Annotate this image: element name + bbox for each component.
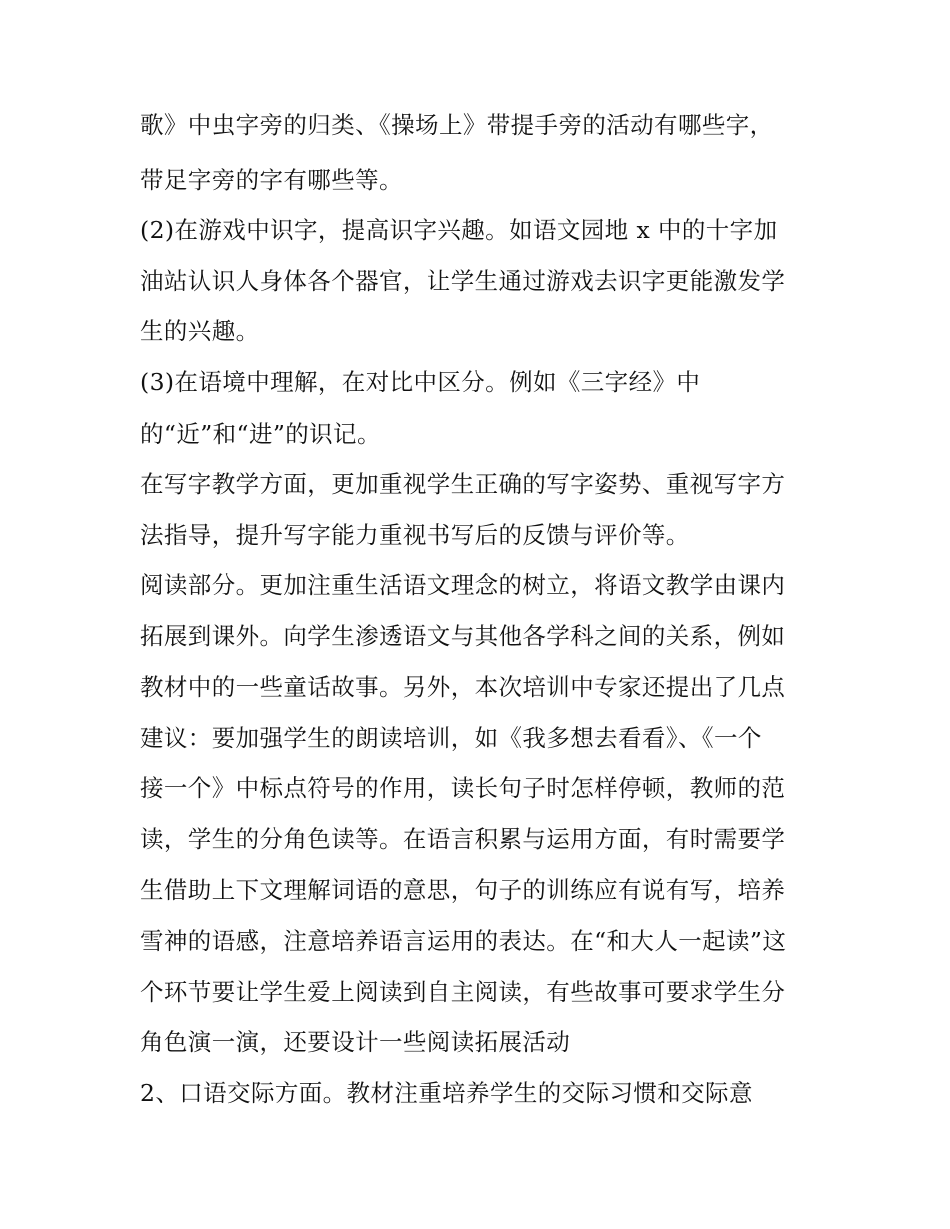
- text-line: 生的兴趣。: [140, 317, 260, 345]
- text-line: 建议：要加强学生的朗读培训，如《我多想去看看》、《一个: [140, 724, 762, 752]
- text-line: 读，学生的分角色读等。在语言积累与运用方面，有时需要学: [140, 825, 786, 853]
- text-line: (3)在语境中理解，在对比中区分。例如《三字经》中: [140, 368, 701, 396]
- text-line: 歌》中虫字旁的归类、《操场上》带提手旁的活动有哪些字，: [140, 111, 774, 139]
- text-line: 油站认识人身体各个器官，让学生通过游戏去识字更能激发学: [140, 267, 786, 295]
- text-line: 接一个》中标点符号的作用，读长句子时怎样停顿，教师的范: [140, 774, 786, 802]
- text-line: 教材中的一些童话故事。另外，本次培训中专家还提出了几点: [140, 673, 786, 701]
- text-line: 拓展到课外。向学生渗透语文与其他各学科之间的关系，例如: [140, 622, 786, 650]
- text-line: (2)在游戏中识字，提高识字兴趣。如语文园地 x 中的十字加: [140, 216, 778, 244]
- text-line: 带足字旁的字有哪些等。: [140, 166, 403, 194]
- text-line: 角色演一演，还要设计一些阅读拓展活动: [140, 1028, 571, 1056]
- text-line: 2、口语交际方面。教材注重培养学生的交际习惯和交际意: [140, 1079, 753, 1107]
- text-line: 法指导，提升写字能力重视书写后的反馈与评价等。: [140, 521, 690, 549]
- text-line: 阅读部分。更加注重生活语文理念的树立，将语文教学由课内: [140, 571, 786, 599]
- text-line: 个环节要让学生爱上阅读到自主阅读，有些故事可要求学生分: [140, 978, 786, 1006]
- text-line: 生借助上下文理解词语的意思，句子的训练应有说有写，培养: [140, 876, 786, 904]
- text-line: 雪神的语感，注意培养语言运用的表达。在“和大人一起读”这: [140, 927, 787, 955]
- text-line: 在写字教学方面，更加重视学生正确的写字姿势、重视写字方: [140, 470, 786, 498]
- text-line: 的“近”和“进”的识记。: [140, 420, 381, 448]
